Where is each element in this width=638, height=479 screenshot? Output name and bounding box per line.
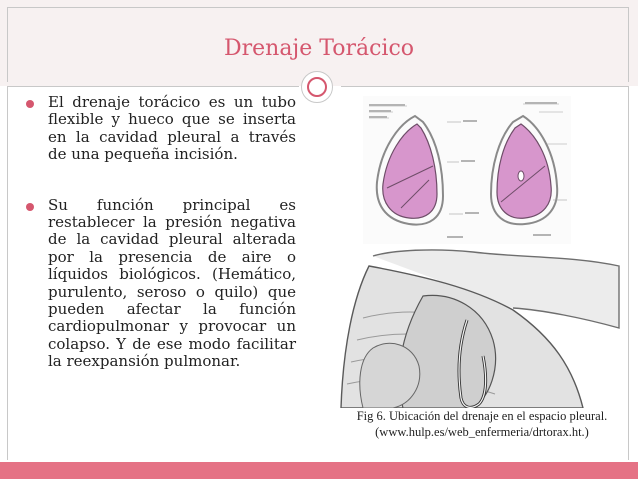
lung-diagram: [363, 96, 571, 244]
lung-diagram-svg: [363, 96, 571, 244]
chest-drain-figure: [333, 248, 623, 458]
bullet-text: Su función principal es restablecer la presión negativa de la cavidad pleural alterada por la presencia de aire o líquidos biológicos. (Hemático, purulento, seroso o quilo) que pueden afectar la función cardiopulmonar y provocar un colapso. Y de ese modo facilitar la reexpansión pulmonar.: [48, 195, 296, 371]
bullet-dot-icon: [26, 100, 34, 108]
bullet-item: [26, 197, 296, 371]
hilum: [518, 171, 524, 181]
title-divider-left: [7, 86, 299, 87]
left-lung: [383, 124, 437, 218]
heart: [360, 343, 420, 408]
bullet-dot-icon: [26, 203, 34, 211]
slide-title: Drenaje Torácico: [223, 36, 415, 61]
bullet-item: [26, 94, 296, 164]
ornament-ring: [307, 77, 327, 97]
circle-ornament-icon: [301, 71, 333, 103]
bullet-text: El drenaje torácico es un tubo flexible y hueco que se inserta en la cavidad pleural a través de una pequeña incisión.: [48, 93, 296, 164]
bullet-list: [26, 94, 296, 371]
title-divider-right: [341, 86, 629, 87]
figure-caption: [347, 408, 617, 440]
bottom-accent-bar: [0, 462, 638, 479]
chest-drain-svg: [333, 248, 623, 408]
caption-line-2: (www.hulp.es/web_enfermeria/drtorax.ht.): [375, 425, 589, 439]
caption-line-1: Fig 6. Ubicación del drenaje en el espacio pleural.: [356, 409, 608, 423]
